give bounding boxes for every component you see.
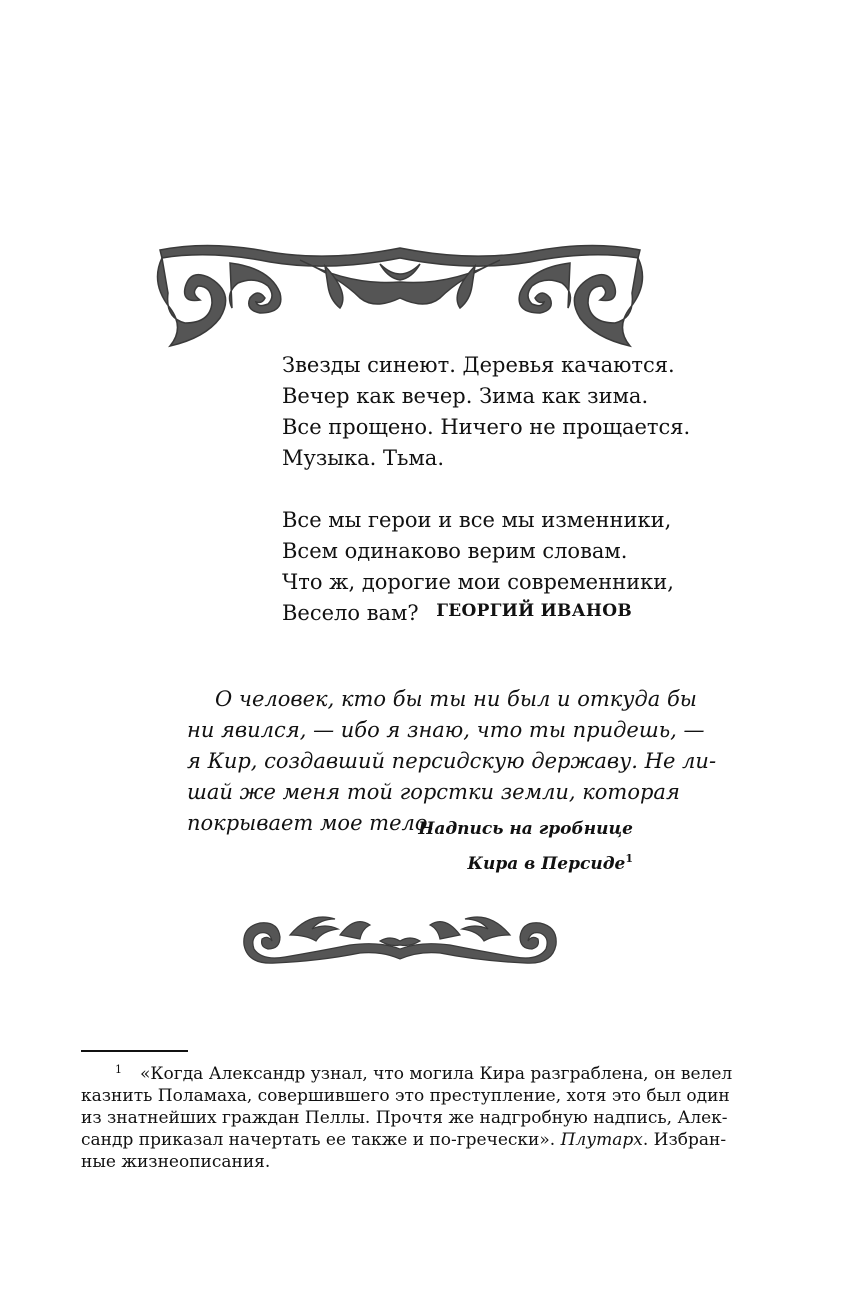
source-text: Кира в Персиде: [467, 854, 626, 874]
footnote-line: [81, 1059, 733, 1085]
footnote-reference[interactable]: 1: [625, 852, 633, 865]
footnote-text: . Избран-: [642, 1130, 727, 1150]
epigraph-line: ни явился, — ибо я знаю, что ты придешь, —: [187, 718, 705, 742]
poem-line: Весело вам?: [282, 601, 419, 625]
footnote-line: казнить Поламаха, совершившего это преступление, хотя это был один: [81, 1086, 730, 1106]
footnote-line: [81, 1129, 727, 1151]
poem-line: Вечер как вечер. Зима как зима.: [282, 384, 649, 408]
poem-line: Что ж, дорогие мои современники,: [282, 570, 674, 594]
source-line: [187, 844, 633, 879]
acanthus-scroll-divider-icon: [240, 905, 560, 967]
source-line: Надпись на гробнице: [418, 819, 633, 839]
poem-line: Все прощено. Ничего не прощается.: [282, 415, 691, 439]
stanza-break: [282, 474, 662, 505]
epigraph-line: покрывает мое тело.: [187, 811, 435, 835]
poem-author: ГЕОРГИЙ ИВАНОВ: [436, 601, 632, 621]
footnote-text: «Когда Александр узнал, что могила Кира разграблена, он велел: [140, 1064, 733, 1084]
footnote: [81, 1059, 733, 1173]
poem-line: Всем одинаково верим словам.: [282, 539, 628, 563]
footnote-text: сандр приказал начертать ее также и по-гречески».: [81, 1130, 556, 1150]
cited-author: Плутарх: [560, 1130, 643, 1150]
poem-line: Музыка. Тьма.: [282, 446, 444, 470]
poem: [282, 350, 691, 629]
epigraph-line: О человек, кто бы ты ни был и откуда бы: [215, 687, 697, 711]
epigraph-line: я Кир, создавший персидскую державу. Не ли-: [187, 749, 717, 773]
baroque-acanthus-scroll-icon: [150, 238, 650, 348]
poem-line: Звезды синеют. Деревья качаются.: [282, 353, 675, 377]
epigraph-line: шай же меня той горстки земли, которая: [187, 780, 680, 804]
footnote-line: ные жизнеописания.: [81, 1152, 271, 1172]
footnote-line: из знатнейших граждан Пеллы. Прочтя же надгробную надпись, Алек-: [81, 1108, 728, 1128]
poem-line: Все мы герои и все мы изменники,: [282, 508, 672, 532]
footnote-rule: [81, 1050, 188, 1052]
footnote-marker: 1: [115, 1063, 122, 1076]
epigraph-source: [187, 815, 633, 879]
